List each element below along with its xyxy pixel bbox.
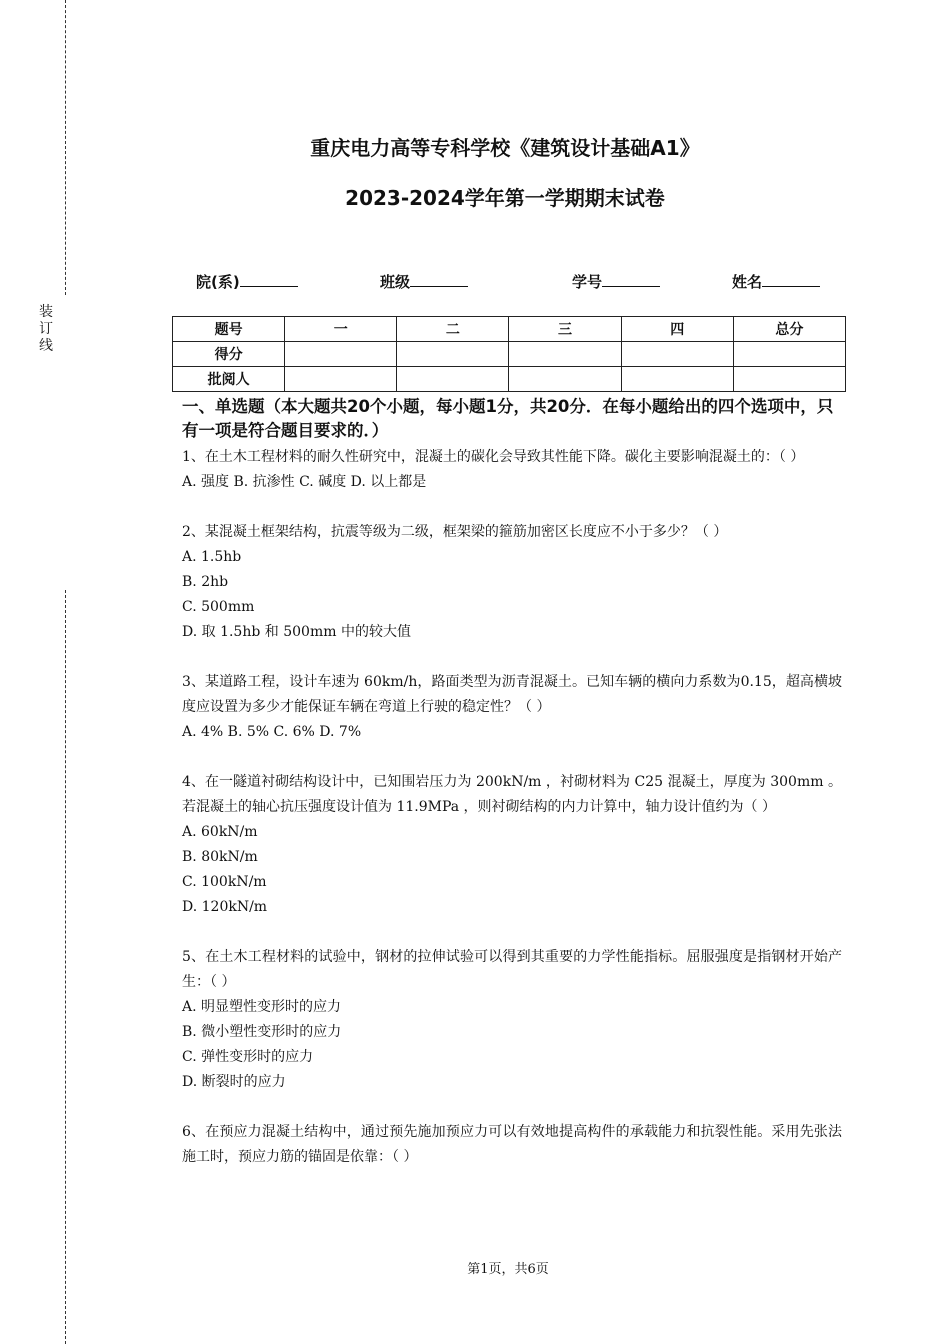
row-label-cell: 批阅人: [173, 367, 285, 392]
question-stem: 4、在一隧道衬砌结构设计中，已知围岩压力为 200kN/m ，衬砌材料为 C25 混凝土，厚度为 300mm 。若混凝土的轴心抗压强度设计值为 11.9MPa ，则衬砌结构的内力计算中，轴力设计值约为（ ）: [182, 774, 842, 815]
question-option: A. 4% B. 5% C. 6% D. 7%: [182, 724, 362, 740]
question-stem: 6、在预应力混凝土结构中，通过预先施加预应力可以有效地提高构件的承载能力和抗裂性能。采用先张法施工时，预应力筋的锚固是依靠：（ ）: [182, 1124, 842, 1165]
question-option: D. 断裂时的应力: [182, 1074, 286, 1090]
binding-char: 装: [39, 304, 53, 320]
score-table-header-row: [173, 317, 846, 342]
question-3: [182, 670, 842, 745]
table-header-cell: 总分: [733, 317, 845, 342]
table-header-cell: 二: [397, 317, 509, 342]
reviewer-cell: [509, 367, 621, 392]
question-stem: 2、某混凝土框架结构，抗震等级为二级，框架梁的箍筋加密区长度应不小于多少？（ ）: [182, 524, 728, 540]
question-4: [182, 770, 842, 920]
table-header-cell: 三: [509, 317, 621, 342]
question-option: C. 500mm: [182, 599, 255, 615]
reviewer-cell: [621, 367, 733, 392]
student-info-row: [0, 270, 950, 292]
table-header-cell: 题号: [173, 317, 285, 342]
name-field: [732, 270, 820, 292]
question-1: [182, 445, 842, 495]
binding-label: [38, 304, 54, 355]
question-stem: 1、在土木工程材料的耐久性研究中，混凝土的碳化会导致其性能下降。碳化主要影响混凝土的：（ ）: [182, 449, 805, 465]
exam-subtitle: 2023-2024学年第一学期期末试卷: [345, 186, 665, 210]
question-option: A. 60kN/m: [182, 824, 258, 840]
class-label: 班级: [380, 273, 411, 291]
question-option: A. 1.5hb: [182, 549, 242, 565]
question-option: C. 100kN/m: [182, 874, 267, 890]
exam-content: [182, 395, 842, 1170]
question-option: A. 明显塑性变形时的应力: [182, 999, 342, 1015]
question-option: A. 强度 B. 抗渗性 C. 碱度 D. 以上都是: [182, 474, 427, 490]
reviewer-cell: [397, 367, 509, 392]
name-blank: [762, 270, 820, 287]
score-row: [173, 342, 846, 367]
score-table: [172, 316, 846, 392]
question-option: D. 120kN/m: [182, 899, 268, 915]
question-option: D. 取 1.5hb 和 500mm 中的较大值: [182, 624, 411, 640]
department-blank: [240, 270, 298, 287]
score-cell: [733, 342, 845, 367]
binding-char: 订: [39, 321, 53, 337]
name-label: 姓名: [732, 273, 763, 291]
section-heading: 一、单选题（本大题共20个小题，每小题1分，共20分．在每小题给出的四个选项中，只有一项是符合题目要求的．）: [182, 397, 834, 440]
question-stem: 5、在土木工程材料的试验中，钢材的拉伸试验可以得到其重要的力学性能指标。屈服强度是指钢材开始产生：（ ）: [182, 949, 842, 990]
score-cell: [509, 342, 621, 367]
binding-dashed-line-bottom: [65, 590, 66, 1344]
row-label-cell: 得分: [173, 342, 285, 367]
student-id-field: [572, 270, 660, 292]
question-option: B. 2hb: [182, 574, 229, 590]
question-option: C. 弹性变形时的应力: [182, 1049, 314, 1065]
question-2: [182, 520, 842, 645]
question-6: [182, 1120, 842, 1170]
table-header-cell: 一: [285, 317, 397, 342]
score-cell: [285, 342, 397, 367]
table-header-cell: 四: [621, 317, 733, 342]
department-label: 院(系): [196, 273, 240, 291]
score-cell: [397, 342, 509, 367]
department-field: [196, 270, 298, 292]
binding-char: 线: [39, 338, 53, 354]
reviewer-row: [173, 367, 846, 392]
exam-title: 重庆电力高等专科学校《建筑设计基础A1》: [310, 136, 700, 160]
page-number: 第1页，共6页: [467, 1262, 549, 1277]
question-option: B. 微小塑性变形时的应力: [182, 1024, 342, 1040]
score-cell: [621, 342, 733, 367]
class-blank: [410, 270, 468, 287]
question-5: [182, 945, 842, 1095]
class-field: [380, 270, 468, 292]
student-id-blank: [602, 270, 660, 287]
reviewer-cell: [285, 367, 397, 392]
question-stem: 3、某道路工程，设计车速为 60km/h，路面类型为沥青混凝土。已知车辆的横向力系数为0.15，超高横坡度应设置为多少才能保证车辆在弯道上行驶的稳定性？（ ）: [182, 674, 842, 715]
student-id-label: 学号: [572, 273, 603, 291]
reviewer-cell: [733, 367, 845, 392]
question-option: B. 80kN/m: [182, 849, 258, 865]
